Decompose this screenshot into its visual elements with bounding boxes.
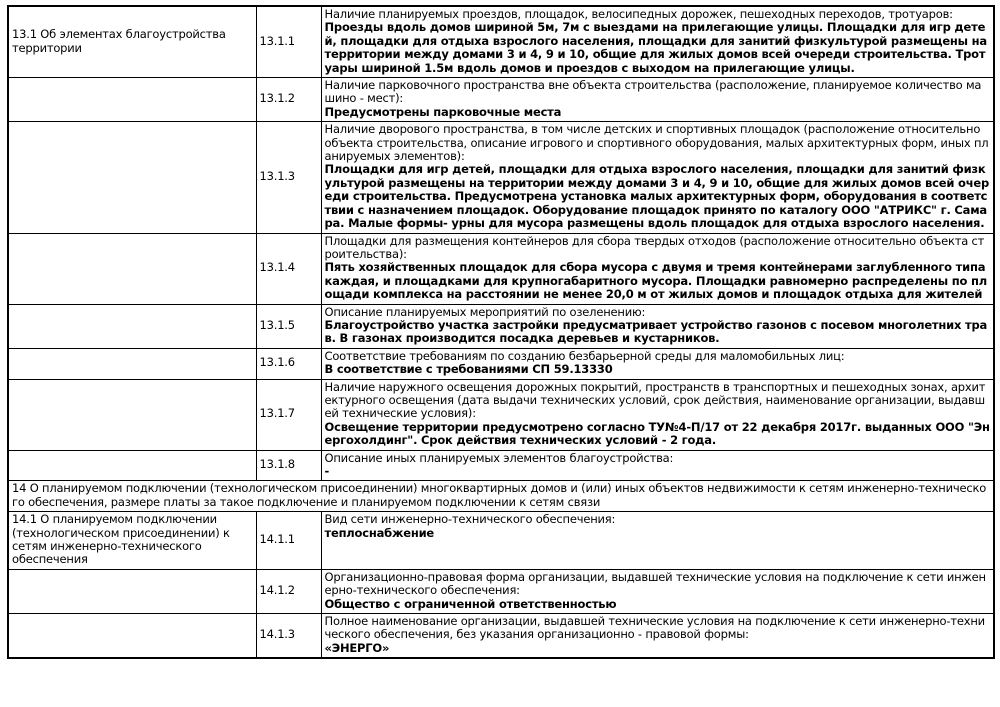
item-content-cell [321,512,994,570]
item-number: 13.1.6 [259,355,295,370]
item-number-cell [256,233,321,304]
item-number-cell [256,614,321,659]
item-number-cell [256,78,321,122]
table-row [8,304,994,348]
item-number: 14.1.1 [259,532,295,547]
item-value: Пять хозяйственных площадок для сбора мусора с двумя и тремя контейнерами заглубленного типа каждая, и площадками для крупногабаритного мусора. Площадки равномерно распределены по площади комплекса на расстоянии не менее 20,0 м от жилых домов и площадок отдыха для жителей [324,260,987,302]
item-content-cell [321,304,994,348]
table-row [8,6,994,78]
section-label-cell [8,233,256,304]
section-label-cell [8,122,256,233]
item-number: 13.1.3 [259,169,295,184]
project-declaration-table [7,5,995,659]
item-number-cell [256,304,321,348]
item-value: Благоустройство участка застройки предусматривает устройство газонов с посевом многолетних трав. В газонах производится посадка деревьев и кустарников. [324,317,988,346]
item-label: Соответствие требованиям по созданию безбарьерной среды для маломобильных лиц: [324,348,845,363]
item-value: Проезды вдоль домов шириной 5м, 7м с выездами на прилегающие улицы. Площадки для игр детей, площадки для отдыха взрослого населения, площадки для занитий физкультурой размещены на территории между домами 3 и 4, 9 и 10, общие для жилых домов всей очереди строительства. Тротуары шириной 1.5м вдоль домов и проездов с выходом на прилегающие улицы. [324,20,987,75]
item-number-cell [256,569,321,613]
table-row [8,450,994,481]
item-content-cell [321,614,994,659]
item-value: - [324,464,330,478]
item-content-cell [321,450,994,481]
item-label: Наличие парковочного пространства вне объекта строительства (расположение, планируемое количество машино - мест): [324,78,982,106]
table-row [8,78,994,122]
item-number-cell [256,450,321,481]
item-label: Полное наименование организации, выдавшей технические условия на подключение к сети инженерно-технического обеспечения, без указания организационно - правовой формы: [324,614,985,642]
table-body [8,6,994,658]
item-number: 14.1.3 [259,627,295,642]
item-number: 13.1.5 [259,317,295,332]
item-number: 14.1.2 [259,583,295,598]
item-value: теплоснабжение [324,525,435,540]
item-label: Наличие планируемых проездов, площадок, велосипедных дорожек, пешеходных переходов, тротуаров: [324,7,953,21]
section-label-cell [8,78,256,122]
section-label-cell [8,6,256,78]
section-label-cell [8,304,256,348]
item-content-cell [321,78,994,122]
section-header-row [8,481,994,512]
section-label-cell [8,379,256,450]
section-label-cell [8,614,256,659]
item-value: Площадки для игр детей, площадки для отдыха взрослого населения, площадки для занитий физкультурой размещены на территории между домами 3 и 4, 9 и 10, общие для жилых домов всей очереди строительства. Предусмотрена установка малых архитектурных форм, оборудования в соответствии с назначением площадок. Оборудование площадок принято по каталогу ООО "АТРИКС" г. Самара. Малые формы- урны для мусора размещены вдоль площадок для отдыха взрослого населения. [324,162,990,231]
item-number-cell [256,348,321,379]
item-value: Освещение территории предусмотрено согласно ТУ№4-П/17 от 22 декабря 2017г. выданных ООО "Энергохолдинг". Срок действия технических условий - 2 года. [324,419,990,448]
item-label: Организационно-правовая форма организации, выдавшей технические условия на подключение к сети инженерно-технического обеспечения: [324,569,986,598]
section-label: 14.1 О планируемом подключении (технологическом присоединении) к сетям инженерно-технического обеспечения [12,512,230,567]
table-row [8,614,994,659]
table-row [8,379,994,450]
item-number: 13.1.2 [259,91,295,106]
item-value: Общество с ограниченной ответственностью [324,596,617,611]
table-row [8,512,994,570]
section-label: 13.1 Об элементах благоустройства территории [12,27,226,55]
item-number: 13.1.7 [259,406,295,421]
section-label-cell [8,512,256,570]
section-header-cell: 14 О планируемом подключении (технологическом присоединении) многоквартирных домов и (или) иных объектов недвижимости к сетям инженерно-технического обеспечения, размере платы за такое подключение и планируемом подключении к сетям связи [8,481,994,512]
item-label: Описание иных планируемых элементов благоустройства: [324,450,674,465]
item-number-cell [256,122,321,233]
item-content-cell [321,233,994,304]
section-label-cell [8,348,256,379]
table-row [8,122,994,233]
table-row [8,348,994,379]
item-value: В соответствие с требованиями СП 59.13330 [324,362,613,377]
item-label: Наличие наружного освещения дорожных покрытий, пространств в транспортных и пешеходных зонах, архитектурного освещения (дата выдачи технических условий, срок действия, наименование организации, выдавшей технические условия): [324,379,986,421]
item-number: 13.1.4 [259,260,295,275]
item-content-cell [321,379,994,450]
item-label: Вид сети инженерно-технического обеспечения: [324,512,616,527]
item-label: Площадки для размещения контейнеров для сбора твердых отходов (расположение относительно объекта строительства): [324,233,985,261]
item-content-cell [321,348,994,379]
item-content-cell [321,569,994,613]
table-row [8,233,994,304]
item-label: Описание планируемых мероприятий по озеленению: [324,304,646,319]
section-label-cell [8,450,256,481]
item-label: Наличие дворового пространства, в том числе детских и спортивных площадок (расположение относительно объекта строительства, описание игрового и спортивного оборудования, малых архитектурных форм, иных планируемых элементов): [324,122,989,164]
section-label-cell [8,569,256,613]
item-number-cell [256,512,321,570]
item-content-cell [321,122,994,233]
item-number: 13.1.1 [259,33,295,48]
item-content-cell [321,6,994,78]
item-number-cell [256,6,321,78]
table-row [8,569,994,613]
item-number: 13.1.8 [259,457,295,472]
item-value: Предусмотрены парковочные места [324,104,562,119]
item-value: «ЭНЕРГО» [324,640,390,655]
item-number-cell [256,379,321,450]
